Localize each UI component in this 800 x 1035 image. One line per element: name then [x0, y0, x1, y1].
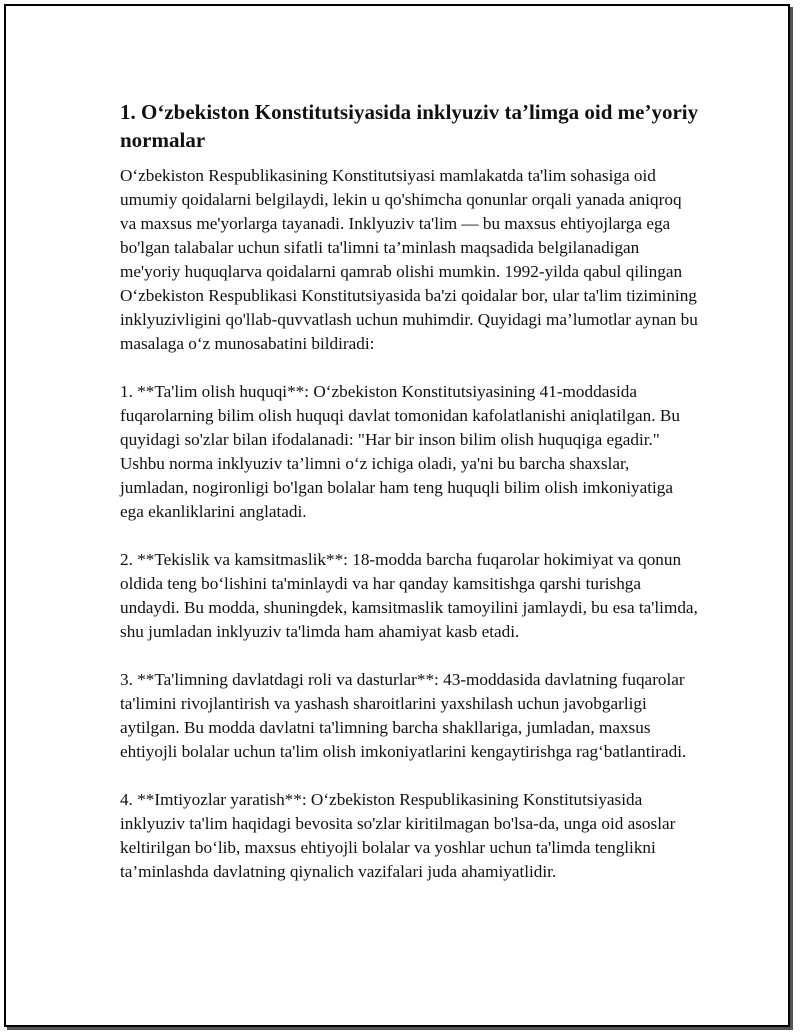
section-heading: 1. O‘zbekiston Konstitutsiyasida inklyuziv ta’limga oid me’yoriy normalar — [120, 100, 699, 152]
list-item-right-to-education: 1. **Ta'lim olish huquqi**: O‘zbekiston Konstitutsiyasining 41-moddasida fuqarolarning bilim olish huquqi davlat tomonidan kafolatlanishi aniqlatilgan. Bu quyidagi so'zlar bilan ifodalanadi: "Har bir inson bilim olish huquqiga egadir." Ushbu norma inklyuziv ta’limni o‘z ichiga oladi, ya'ni bu barcha shaxslar, jumladan, nogironligi bo'lgan bolalar ham teng huquqli bilim olish imkoniyatiga ega ekanliklarini anglatadi. — [120, 382, 680, 521]
intro-paragraph: O‘zbekiston Respublikasining Konstitutsiyasi mamlakatda ta'lim sohasiga oid umumiy qoidalarni belgilaydi, lekin u qo'shimcha qonunlar orqali yanada aniqroq va maxsus me'yorlarga tayanadi. Inklyuziv ta'lim — bu maxsus ehtiyojlarga ega bo'lgan talabalar uchun sifatli ta'limni ta’minlash maqsadida belgilanadigan me'yoriy huquqlarva qoidalarni qamrab olishi mumkin. 1992-yilda qabul qilingan O‘zbekiston Respublikasi Konstitutsiyasida ba'zi qoidalar bor, ular ta'lim tizimining inklyuzivligini qo'llab-quvvatlash uchun muhimdir. Quyidagi ma’lumotlar aynan bu masalaga o‘z munosabatini bildiradi: — [120, 166, 698, 353]
document-body — [120, 98, 700, 908]
list-item-state-role: 3. **Ta'limning davlatdagi roli va dasturlar**: 43-moddasida davlatning fuqarolar ta'limini rivojlantirish va yashash sharoitlarini yaxshilash uchun javobgarligi aytilgan. Bu modda davlatni ta'limning barcha shakllariga, jumladan, maxsus ehtiyojli bolalar uchun ta'lim olish imkoniyatlarini kengaytirishga rag‘batlantiradi. — [120, 670, 687, 761]
list-item-privileges: 4. **Imtiyozlar yaratish**: O‘zbekiston Respublikasining Konstitutsiyasida inklyuziv ta'lim haqidagi bevosita so'zlar kiritilmagan bo'lsa-da, unga oid asoslar keltirilgan bo‘lib, maxsus ehtiyojli bolalar va yoshlar uchun ta'limda tenglikni ta’minlashda davlatning qiynalich vazifalari juda ahamiyatlidir. — [120, 790, 676, 881]
list-item-equality: 2. **Tekislik va kamsitmaslik**: 18-modda barcha fuqarolar hokimiyat va qonun oldida teng bo‘lishini ta'minlaydi va har qanday kamsitishga qarshi turishga undaydi. Bu modda, shuningdek, kamsitmaslik tamoyilini jamlaydi, bu esa ta'limda, shu jumladan inklyuziv ta'limda ham ahamiyat kasb etadi. — [120, 550, 698, 641]
page-frame — [4, 4, 790, 1027]
